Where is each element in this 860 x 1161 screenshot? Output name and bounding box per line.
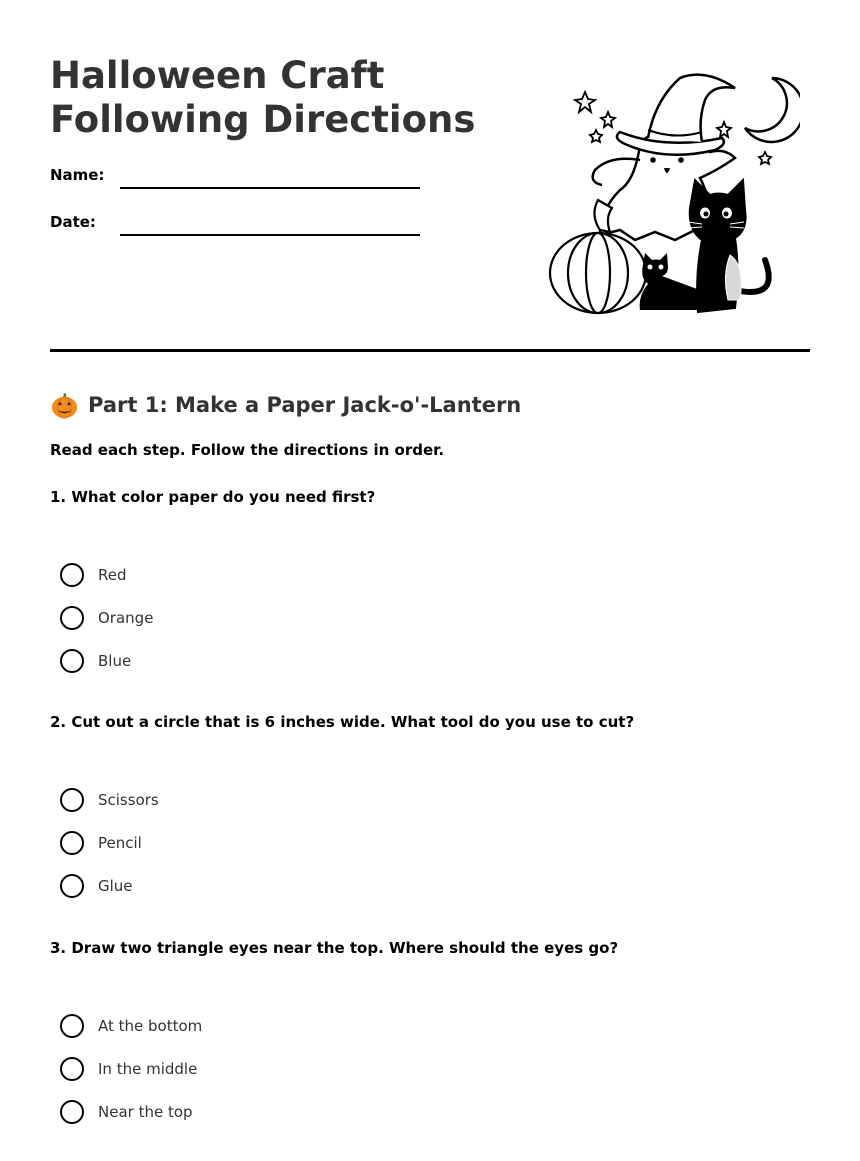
question-3 xyxy=(50,938,830,1133)
halloween-illustration xyxy=(540,60,800,320)
radio-button[interactable] xyxy=(60,1057,84,1081)
jack-o-lantern-icon xyxy=(50,391,79,420)
name-write-line[interactable] xyxy=(120,187,420,189)
name-label: Name: xyxy=(50,166,105,184)
option-label: Blue xyxy=(98,651,132,670)
header-divider xyxy=(50,349,810,352)
page-title xyxy=(50,54,520,142)
moon-icon xyxy=(745,78,800,142)
title-line-1: Halloween Craft xyxy=(50,54,385,97)
question-text: 2. Cut out a circle that is 6 inches wide. What tool do you use to cut? xyxy=(50,713,635,731)
option-label: Glue xyxy=(98,876,133,895)
radio-button[interactable] xyxy=(60,563,84,587)
radio-button[interactable] xyxy=(60,606,84,630)
radio-button[interactable] xyxy=(60,1014,84,1038)
option-label: Pencil xyxy=(98,833,142,852)
instructions-text: Read each step. Follow the directions in order. xyxy=(50,441,445,459)
question-2 xyxy=(50,712,830,907)
option-at-the-bottom[interactable] xyxy=(50,1004,830,1047)
radio-button[interactable] xyxy=(60,874,84,898)
section-title xyxy=(50,388,521,422)
date-label: Date: xyxy=(50,213,96,231)
radio-button[interactable] xyxy=(60,831,84,855)
option-glue[interactable] xyxy=(50,864,830,907)
option-label: Near the top xyxy=(98,1102,193,1121)
question-text: 3. Draw two triangle eyes near the top. Where should the eyes go? xyxy=(50,939,619,957)
kitten-icon xyxy=(640,253,705,310)
date-write-line[interactable] xyxy=(120,234,420,236)
option-label: Scissors xyxy=(98,790,159,809)
option-orange[interactable] xyxy=(50,596,830,639)
option-label: In the middle xyxy=(98,1059,198,1078)
question-1 xyxy=(50,487,830,682)
title-line-2: Following Directions xyxy=(50,98,476,141)
section-title-text: Part 1: Make a Paper Jack-o'-Lantern xyxy=(88,393,522,417)
option-pencil[interactable] xyxy=(50,821,830,864)
option-label: Orange xyxy=(98,608,154,627)
radio-button[interactable] xyxy=(60,649,84,673)
option-label: At the bottom xyxy=(98,1016,203,1035)
option-blue[interactable] xyxy=(50,639,830,682)
option-red[interactable] xyxy=(50,553,830,596)
option-near-the-top[interactable] xyxy=(50,1090,830,1133)
radio-button[interactable] xyxy=(60,788,84,812)
option-label: Red xyxy=(98,565,127,584)
radio-button[interactable] xyxy=(60,1100,84,1124)
option-in-the-middle[interactable] xyxy=(50,1047,830,1090)
question-text: 1. What color paper do you need first? xyxy=(50,488,376,506)
option-scissors[interactable] xyxy=(50,778,830,821)
